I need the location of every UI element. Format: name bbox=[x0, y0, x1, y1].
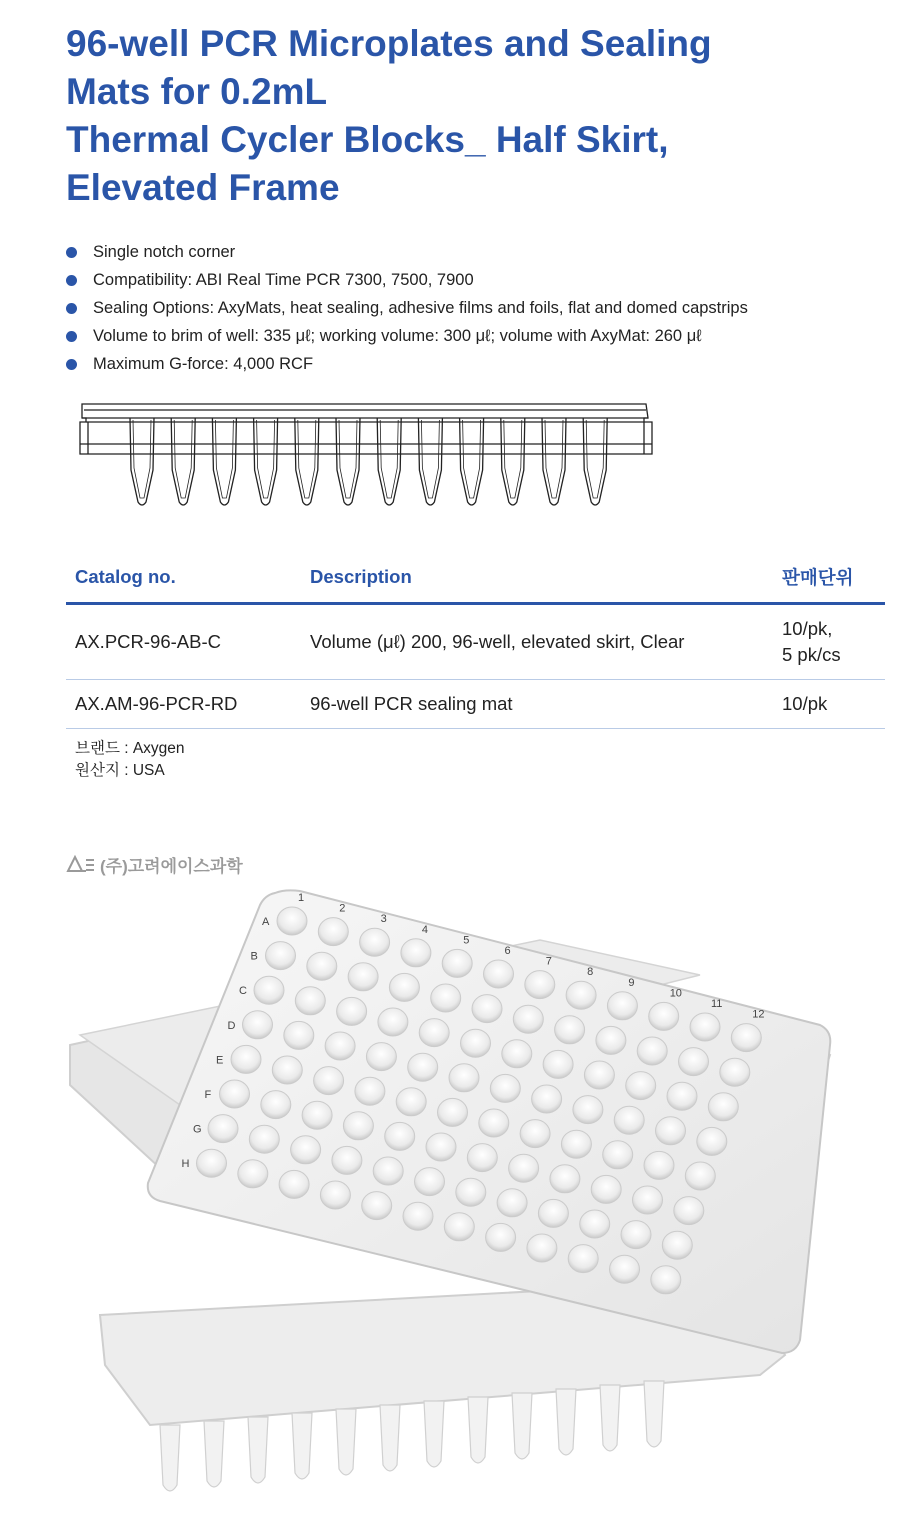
feature-item bbox=[66, 350, 748, 378]
row-label: F bbox=[204, 1089, 212, 1101]
column-label: 6 bbox=[504, 945, 511, 957]
mat-well bbox=[662, 1231, 692, 1259]
header-catalog: Catalog no. bbox=[66, 552, 301, 604]
bullet-icon bbox=[66, 247, 77, 258]
mat-well bbox=[325, 1032, 355, 1060]
mat-well bbox=[403, 1202, 433, 1230]
mat-well bbox=[431, 984, 461, 1012]
bullet-icon bbox=[66, 303, 77, 314]
mat-well bbox=[596, 1026, 626, 1054]
row-label: C bbox=[239, 985, 247, 998]
feature-text: Single notch corner bbox=[93, 243, 236, 261]
mat-well bbox=[649, 1002, 679, 1030]
mat-well bbox=[626, 1072, 656, 1100]
row-label: H bbox=[181, 1158, 190, 1171]
mat-well bbox=[497, 1189, 527, 1217]
mat-well bbox=[532, 1085, 562, 1113]
mat-well bbox=[355, 1077, 385, 1105]
mat-well bbox=[520, 1120, 550, 1148]
mat-well bbox=[444, 1213, 474, 1241]
mat-well bbox=[484, 960, 514, 988]
mat-well bbox=[378, 1008, 408, 1036]
mat-well bbox=[389, 973, 419, 1001]
mat-well bbox=[426, 1133, 456, 1161]
cell-catalog: AX.AM-96-PCR-RD bbox=[66, 680, 301, 729]
header-unit: 판매단위 bbox=[773, 552, 885, 604]
mat-well bbox=[238, 1160, 268, 1188]
mat-well bbox=[674, 1197, 704, 1225]
mat-well bbox=[538, 1199, 568, 1227]
mat-well bbox=[472, 995, 502, 1023]
mat-well bbox=[373, 1157, 403, 1185]
mat-well bbox=[685, 1162, 715, 1190]
feature-text: Volume to brim of well: 335 μℓ; working volume: 300 μℓ; volume with AxyMat: 260 μℓ bbox=[93, 327, 702, 345]
mat-well bbox=[607, 992, 637, 1020]
plate-side-profile-diagram bbox=[76, 398, 656, 513]
title-line: Mats for 0.2mL bbox=[66, 71, 328, 112]
mat-well bbox=[573, 1096, 603, 1124]
column-label: 4 bbox=[421, 923, 429, 936]
plate-tube bbox=[468, 1397, 488, 1463]
table-header-row bbox=[66, 552, 885, 604]
mat-well bbox=[591, 1175, 621, 1203]
plate-tube bbox=[160, 1425, 180, 1491]
column-label: 3 bbox=[380, 913, 387, 926]
mat-well bbox=[332, 1146, 362, 1174]
mat-well bbox=[690, 1013, 720, 1041]
company-name: (주)고려에이스과학 bbox=[100, 856, 243, 876]
title-line: Thermal Cycler Blocks_ Half Skirt, bbox=[66, 119, 669, 160]
mat-well bbox=[679, 1048, 709, 1076]
company-logo-icon bbox=[66, 854, 96, 874]
title-line: Elevated Frame bbox=[66, 167, 340, 208]
mat-well bbox=[360, 928, 390, 956]
mat-well bbox=[568, 1245, 598, 1273]
mat-well bbox=[479, 1109, 509, 1137]
page-title bbox=[66, 20, 886, 212]
cell-description: Volume (μℓ) 200, 96-well, elevated skirt, Clear bbox=[301, 604, 773, 680]
product-meta bbox=[75, 738, 185, 782]
product-photo bbox=[60, 885, 850, 1530]
mat-well bbox=[302, 1101, 332, 1129]
title-line: 96-well PCR Microplates and Sealing bbox=[66, 23, 712, 64]
origin-text: 원산지 : USA bbox=[75, 762, 165, 779]
mat-well bbox=[731, 1024, 761, 1052]
mat-well bbox=[543, 1050, 573, 1078]
mat-well bbox=[318, 918, 348, 946]
mat-well bbox=[343, 1112, 373, 1140]
mat-well bbox=[272, 1056, 302, 1084]
mat-well bbox=[284, 1021, 314, 1049]
plate-tube bbox=[380, 1405, 400, 1471]
mat-well bbox=[461, 1029, 491, 1057]
column-label: 12 bbox=[752, 1008, 765, 1021]
mat-well bbox=[651, 1266, 681, 1294]
mat-well bbox=[509, 1154, 539, 1182]
mat-well bbox=[644, 1151, 674, 1179]
mat-well bbox=[610, 1255, 640, 1283]
plate-tube bbox=[292, 1413, 312, 1479]
mat-well bbox=[513, 1005, 543, 1033]
feature-item bbox=[66, 266, 748, 294]
column-label: 7 bbox=[545, 955, 552, 968]
mat-well bbox=[408, 1053, 438, 1081]
bullet-icon bbox=[66, 359, 77, 370]
mat-well bbox=[231, 1045, 261, 1073]
mat-well bbox=[442, 949, 472, 977]
column-label: 5 bbox=[463, 934, 470, 947]
mat-well bbox=[566, 981, 596, 1009]
mat-well bbox=[633, 1186, 663, 1214]
mat-well bbox=[580, 1210, 610, 1238]
plate-tube bbox=[644, 1381, 664, 1447]
table-row bbox=[66, 680, 885, 729]
table-row bbox=[66, 604, 885, 680]
cell-description: 96-well PCR sealing mat bbox=[301, 680, 773, 729]
column-label: 11 bbox=[711, 998, 723, 1010]
cell-catalog: AX.PCR-96-AB-C bbox=[66, 604, 301, 680]
mat-well bbox=[249, 1125, 279, 1153]
mat-well bbox=[561, 1130, 591, 1158]
column-label: 9 bbox=[628, 976, 635, 989]
row-label: A bbox=[262, 916, 270, 928]
mat-well bbox=[637, 1037, 667, 1065]
row-label: D bbox=[227, 1019, 236, 1032]
feature-list bbox=[66, 238, 748, 378]
cell-unit bbox=[773, 604, 885, 680]
bullet-icon bbox=[66, 331, 77, 342]
mat-well bbox=[295, 987, 325, 1015]
plate-tube bbox=[424, 1401, 444, 1467]
mat-well bbox=[697, 1127, 727, 1155]
plate-tube bbox=[336, 1409, 356, 1475]
mat-well bbox=[525, 971, 555, 999]
feature-text: Maximum G-force: 4,000 RCF bbox=[93, 355, 314, 373]
mat-well bbox=[401, 939, 431, 967]
mat-well bbox=[438, 1098, 468, 1126]
mat-well bbox=[396, 1088, 426, 1116]
mat-well bbox=[584, 1061, 614, 1089]
mat-well bbox=[467, 1144, 497, 1172]
feature-item bbox=[66, 294, 748, 322]
catalog-table bbox=[66, 552, 885, 729]
feature-item bbox=[66, 238, 748, 266]
mat-well bbox=[307, 952, 337, 980]
row-label: E bbox=[216, 1054, 224, 1067]
mat-well bbox=[266, 942, 296, 970]
mat-well bbox=[656, 1117, 686, 1145]
row-label: B bbox=[250, 950, 258, 963]
header-description: Description bbox=[301, 552, 773, 604]
mat-well bbox=[415, 1168, 445, 1196]
mat-well bbox=[254, 976, 284, 1004]
mat-well bbox=[456, 1178, 486, 1206]
mat-well bbox=[320, 1181, 350, 1209]
mat-well bbox=[708, 1093, 738, 1121]
column-label: 8 bbox=[587, 966, 594, 979]
mat-well bbox=[277, 907, 307, 935]
mat-well bbox=[527, 1234, 557, 1262]
mat-well bbox=[720, 1058, 750, 1086]
mat-well bbox=[550, 1165, 580, 1193]
company-watermark bbox=[66, 852, 243, 876]
plate-tube bbox=[248, 1417, 268, 1483]
column-label: 2 bbox=[339, 902, 346, 915]
mat-well bbox=[449, 1064, 479, 1092]
mat-well bbox=[220, 1080, 250, 1108]
mat-well bbox=[337, 997, 367, 1025]
column-label: 10 bbox=[669, 987, 682, 1000]
mat-well bbox=[208, 1115, 238, 1143]
feature-text: Sealing Options: AxyMats, heat sealing, adhesive films and foils, flat and domed capstrips bbox=[93, 299, 748, 317]
bullet-icon bbox=[66, 275, 77, 286]
mat-well bbox=[279, 1170, 309, 1198]
feature-text: Compatibility: ABI Real Time PCR 7300, 7500, 7900 bbox=[93, 271, 474, 289]
mat-well bbox=[362, 1192, 392, 1220]
mat-well bbox=[291, 1136, 321, 1164]
sealing-mat bbox=[148, 890, 831, 1353]
mat-well bbox=[348, 963, 378, 991]
plate-tube bbox=[600, 1385, 620, 1451]
mat-well bbox=[490, 1074, 520, 1102]
unit-line: 10/pk, bbox=[782, 618, 833, 639]
mat-well bbox=[621, 1221, 651, 1249]
brand-text: 브랜드 : Axygen bbox=[75, 740, 185, 757]
unit-line: 5 pk/cs bbox=[782, 644, 841, 665]
plate-tube bbox=[512, 1393, 532, 1459]
cell-unit: 10/pk bbox=[773, 680, 885, 729]
mat-well bbox=[614, 1106, 644, 1134]
row-label: G bbox=[193, 1123, 202, 1136]
mat-well bbox=[502, 1040, 532, 1068]
mat-well bbox=[261, 1091, 291, 1119]
mat-well bbox=[314, 1067, 344, 1095]
mat-well bbox=[486, 1223, 516, 1251]
feature-item bbox=[66, 322, 748, 350]
mat-well bbox=[667, 1082, 697, 1110]
mat-well bbox=[385, 1122, 415, 1150]
mat-well bbox=[197, 1149, 227, 1177]
column-label: 1 bbox=[298, 892, 305, 904]
mat-well bbox=[419, 1019, 449, 1047]
mat-well bbox=[555, 1016, 585, 1044]
mat-well bbox=[243, 1011, 273, 1039]
plate-tube bbox=[204, 1421, 224, 1487]
plate-tube bbox=[556, 1389, 576, 1455]
mat-well bbox=[366, 1043, 396, 1071]
mat-well bbox=[603, 1141, 633, 1169]
